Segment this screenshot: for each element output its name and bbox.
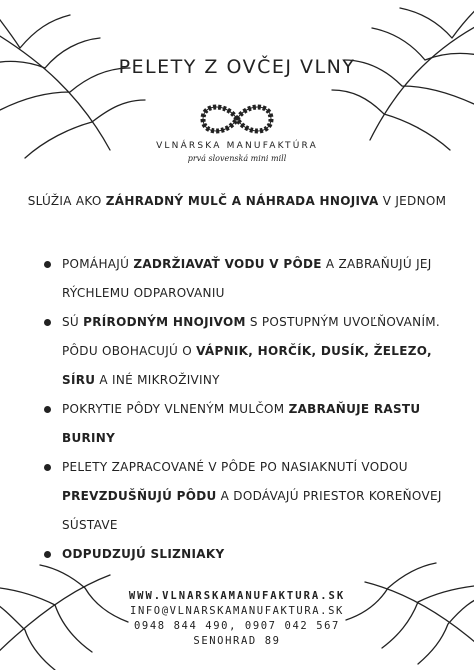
- email-link[interactable]: INFO@VLNARSKAMANUFAKTURA.SK: [130, 605, 344, 617]
- address: SENOHRAD 89: [193, 635, 281, 647]
- item-text: A INÉ MIKROŽIVINY: [95, 373, 220, 387]
- item-text: PELETY ZAPRACOVANÉ V PÔDE PO NASIAKNUTÍ VODOU: [62, 460, 408, 474]
- item-text: A ZABRAŇUJÚ JEJ RÝCHLEMU ODPAROVANIU: [62, 257, 432, 300]
- item-text: A DODÁVAJÚ PRIESTOR KOREŇOVEJ SÚSTAVE: [62, 489, 442, 532]
- benefits-list: [40, 250, 444, 569]
- list-item: [40, 308, 444, 395]
- intro-line: [0, 194, 474, 208]
- list-item: [40, 540, 444, 569]
- page-title: PELETY Z OVČEJ VLNY: [118, 56, 356, 78]
- item-text: POMÁHAJÚ: [62, 257, 134, 271]
- website-link[interactable]: WWW.VLNARSKAMANUFAKTURA.SK: [128, 590, 346, 602]
- phone-numbers: 0948 844 490, 0907 042 567: [134, 620, 340, 632]
- item-text-bold: VÁPNIK, HORČÍK, DUSÍK, ŽELEZO, SÍRU: [62, 344, 432, 387]
- brand-tagline: prvá slovenská mini mill: [187, 154, 287, 163]
- item-text: SÚ: [62, 315, 84, 329]
- item-text-bold: PRÍRODNÝM HNOJIVOM: [83, 315, 246, 329]
- item-text: POKRYTIE PÔDY VLNENÝM MULČOM: [62, 402, 289, 416]
- intro-post: V JEDNOM: [378, 194, 447, 208]
- item-text: S POSTUPNÝM UVOĽŇOVANÍM. PÔDU OBOHACUJÚ O: [62, 315, 441, 358]
- item-text-bold: PREVZDUŠŇUJÚ PÔDU: [62, 489, 217, 503]
- list-item: [40, 250, 444, 308]
- contact-footer: [0, 589, 474, 649]
- item-text-bold: ZADRŽIAVAŤ VODU V PÔDE: [133, 257, 322, 271]
- intro-pre: SLÚŽIA AKO: [27, 194, 106, 208]
- infinity-rope-icon: [195, 95, 279, 143]
- item-text-bold: ZABRAŇUJE RASTU BURINY: [62, 402, 421, 445]
- item-text-bold: ODPUDZUJÚ SLIZNIAKY: [62, 547, 225, 561]
- intro-bold: ZÁHRADNÝ MULČ A NÁHRADA HNOJIVA: [105, 194, 379, 208]
- brand-name: VLNÁRSKA MANUFAKTÚRA: [156, 141, 318, 151]
- list-item: [40, 395, 444, 453]
- list-item: [40, 453, 444, 540]
